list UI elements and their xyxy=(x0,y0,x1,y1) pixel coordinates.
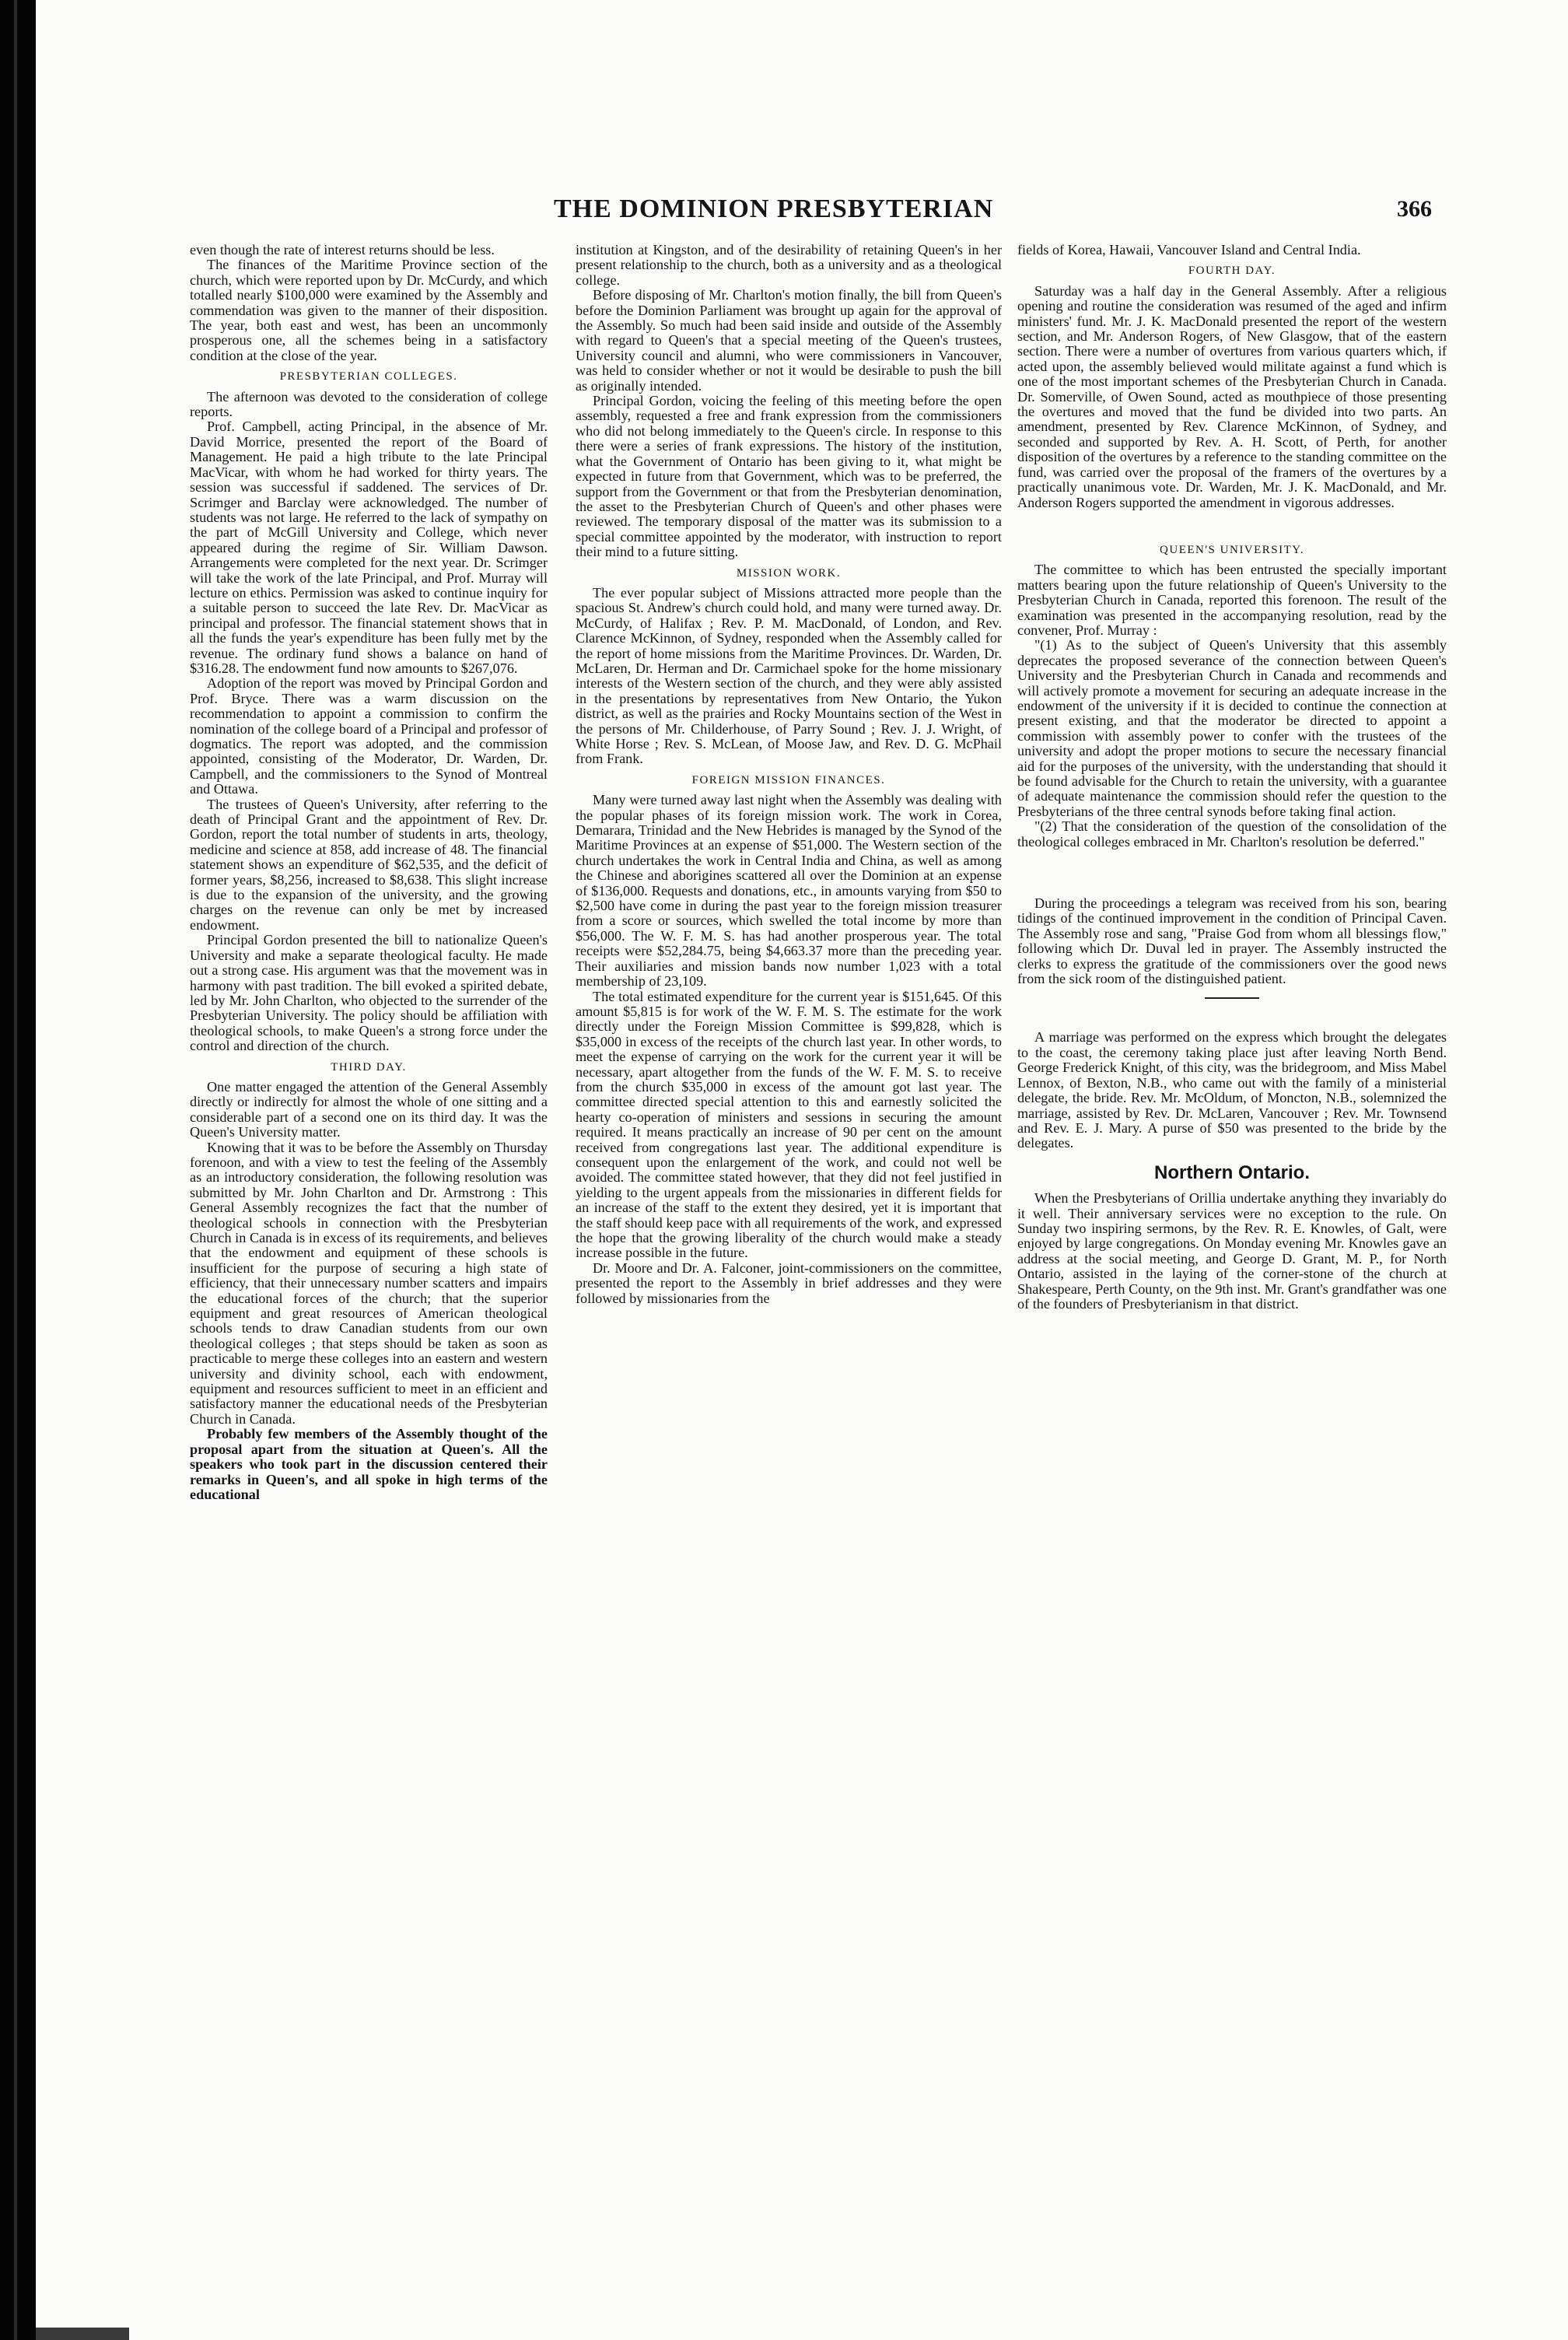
paragraph: Saturday was a half day in the General Assembly. After a religious opening and routine the consideration was resumed of the aged and infirm ministers' fund. Mr. J. K. MacDonald presented the report of the western section, and Mr. Anderson Rogers, of New Glasgow, that of the eastern section. There were a number of overtures from various quarters which, if acted upon, the assembly believed would militate against a fund which is one of the most important schemes of the Presbyterian Church in Canada. Dr. Somerville, of Owen Sound, acted as mouthpiece of those presenting the overtures and moved that the fund be divided into two parts. An amendment, presented by Rev. Clarence McKinnon, of Sydney, and seconded and supported by Rev. A. H. Scott, of Perth, for another disposition of the overtures by a reference to the standing committee on the fund, was carried over the proposal of the framers of the overtures by a practically unanimous vote. Dr. Warden, Mr. J. K. MacDonald, and Mr. Anderson Rogers supported the amendment in vigorous addresses. xyxy=(1017,282,1447,510)
paragraph: Dr. Moore and Dr. A. Falconer, joint-commissioners on the committee, presented the report to the Assembly in brief addresses and they were followed by missionaries from the xyxy=(576,1259,1002,1306)
paragraph: Many were turned away last night when the Assembly was dealing with the popular phases of its foreign mission work. The work in Corea, Demarara, Trinidad and the New Hebrides is managed by the Synod of the Maritime Provinces at an expense of $51,000. The Western section of the church undertakes the work in Central India and China, as well as among the Chinese and aborigines scattered all over the Dominion at an expense of $136,000. Requests and donations, etc., in amounts varying from $50 to $2,500 have come in during the past year to the foreign mission treasurer from a score or sources, which swelled the total income by more than $56,000. The W. F. M. S. has had another prosperous year. The total receipts were $52,284.75, being $4,663.37 more than the preceding year. Their auxiliaries and mission bands now number 1,023 with a total membership of 23,109. xyxy=(576,792,1002,990)
paragraph: The committee to which has been entrusted the specially important matters bearing upon the future relationship of Queen's University to the Presbyterian Church in Canada, reported this forenoon. The result of the examination was presented in the accompanying resolution, read by the convener, Prof. Murray : xyxy=(1017,562,1447,638)
section-heading: FOURTH DAY. xyxy=(1188,264,1276,278)
scan-corner-mark xyxy=(36,2328,129,2340)
paragraph: Principal Gordon presented the bill to nationalize Queen's University and make a separate theological faculty. He made out a strong case. His argument was that the movement was in harmony with past tradition. The bill evoked a spirited debate, led by Mr. John Charlton, who objected to the surrender of the Presbyterian University. The policy should be affiliation with theological schools, to make Queen's a strong force under the control and direction of the church. xyxy=(190,932,548,1054)
paragraph: even though the rate of interest returns should be less. xyxy=(190,243,495,257)
page-title: THE DOMINION PRESBYTERIAN xyxy=(554,194,994,223)
paragraph: One matter engaged the attention of the General Assembly directly or indirectly for almost the whole of one sitting and a considerable part of a second one on its third day. It was the Queen's University matter. xyxy=(190,1078,548,1140)
paragraph: The afternoon was devoted to the consideration of college reports. xyxy=(190,388,548,420)
paragraph: The total estimated expenditure for the current year is $151,645. Of this amount $5,815 is for work of the W. F. M. S. The estimate for the work directly under the Foreign Mission Committee is $99,828, which is $35,000 in excess of the receipts of the church last year. In other words, to meet the expense of carrying on the work for the current year it will be necessary, apart altogether from the funds of the W. F. M. S. to receive from the church $35,000 in excess of the amount got last year. The committee directed special attention to this and earnestly solicited the hearty co-operation of ministers and sessions in securing the amount required. It means practically an increase of 90 per cent on the amount received from congregations last year. The additional expenditure is consequent upon the enlargement of the work, and could not well be avoided. The committee stated however, that they did not feel justified in yielding to the urgent appeals from the missionaries in different fields for an increase of the staff to the extent they desired, yet it is important that the staff should keep pace with all requirements of the work, and expressed the hope that the growing liberality of the church would make a steady increase possible in the future. xyxy=(576,988,1002,1261)
paragraph: The trustees of Queen's University, after referring to the death of Principal Grant and the appointment of Rev. Dr. Gordon, report the total number of students in arts, theology, medicine and science at 858, add increase of 48. The financial statement shows an expenditure of $62,535, and the deficit of former years, $8,256, increased to $8,638. This slight increase is due to the expansion of the university, and the growing charges on the revenue can only be met by increased endowment. xyxy=(190,796,548,933)
column-right xyxy=(1017,243,1447,2234)
section-heading: QUEEN'S UNIVERSITY. xyxy=(1160,543,1304,556)
paragraph: The ever popular subject of Missions attracted more people than the spacious St. Andrew's church could hold, and many were turned away. Dr. McCurdy, of Halifax ; Rev. P. M. MacDonald, of London, and Rev. Clarence McKinnon, of Sydney, responded when the Assembly called for the report of home missions from the Maritime Provinces. Dr. Warden, Dr. McLaren, Dr. Herman and Dr. Carmichael spoke for the home missionary interests of the Western section of the church, and they were ably assisted in the presentations by representatives from New Ontario, the Yukon district, as well as the prairies and Rocky Mountains section of the West in the persons of Mr. Childerhouse, of Parry Sound ; Rev. J. J. Wright, of White Horse ; Rev. S. McLean, of Moose Jaw, and Rev. D. G. McPhail from Frank. xyxy=(576,584,1002,767)
section-heading: THIRD DAY. xyxy=(331,1060,407,1074)
paragraph: Probably few members of the Assembly thought of the proposal apart from the situation at Queen's. All the speakers who took part in the discussion centered their remarks in Queen's, and all spoke in high terms of the educational xyxy=(190,1426,548,1502)
paragraph: Before disposing of Mr. Charlton's motion finally, the bill from Queen's before the Dominion Parliament was brought up again for the approval of the Assembly. So much had been said inside and outside of the Assembly with regard to Queen's that a special meeting of the Queen's trustees, University council and alumni, who were commissioners in Vancouver, was held to consider whether or not it would be desirable to push the bill as originally intended. xyxy=(576,287,1002,394)
section-heading: MISSION WORK. xyxy=(736,566,842,580)
paragraph: "(1) As to the subject of Queen's University that this assembly deprecates the proposed severance of the connection between Queen's University and the Presbyterian Church in Canada and recommends and will actively promote a movement for securing an adequate increase in the endowment of the university if it is decided to continue the connection at present existing, and that the moderator be directed to appoint a commission with assembly power to confer with the trustees of the university and adopt the proper motions to secure the necessary financial aid for the purposes of the university, with the understanding that should it be found advisable for the Church to retain the university, with a guarantee of adequate maintenance the commission should refer the question to the Presbyterians of the three central synods before taking final action. xyxy=(1017,637,1447,819)
paragraph: "(2) That the consideration of the question of the consolidation of the theological colleges embraced in Mr. Charlton's resolution be deferred." xyxy=(1017,818,1447,849)
scan-binding-edge xyxy=(0,0,36,2340)
paragraph: A marriage was performed on the express which brought the delegates to the coast, the ceremony taking place just after leaving North Bend. George Frederick Knight, of this city, was the bridegroom, and Miss Mabel Lennox, of Bexton, N.B., who came out with the family of a ministerial delegate, the bride. Rev. Mr. McOldum, of Moncton, N.B., solemnized the marriage, assisted by Rev. Dr. McLaren, Vancouver ; Rev. Mr. Townsend and Rev. E. J. Mary. A purse of $50 was presented to the bride by the delegates. xyxy=(1017,1029,1447,1151)
paragraph: Knowing that it was to be before the Assembly on Thursday forenoon, and with a view to test the feeling of the Assembly as an introductory consideration, the following resolution was submitted by Mr. John Charlton and Dr. Armstrong : This General Assembly recognizes the fact that the number of theological schools in connection with the Presbyterian Church in Canada is in excess of its requirements, and believes that the endowment and equipment of these schools is insufficient for the purpose of securing a high state of efficiency, that their unnecessary number scatters and impairs the educational forces of the church; that the superior equipment and great resources of American theological schools tends to draw Canadian students from our own theological colleges ; that steps should be taken as soon as practicable to merge these colleges into an eastern and western university and divinity school, each with endowment, equipment and resources sufficient to meet in an efficient and satisfactory manner the educational needs of the Presbyterian Church in Canada. xyxy=(190,1139,548,1427)
paragraph: institution at Kingston, and of the desirability of retaining Queen's in her present relationship to the church, both as a university and as a theological college. xyxy=(576,243,1002,288)
subsection-title: Northern Ontario. xyxy=(1153,1161,1310,1183)
divider xyxy=(1205,997,1259,999)
page-number: 366 xyxy=(1397,196,1432,222)
paragraph: Principal Gordon, voicing the feeling of this meeting before the open assembly, requested a free and frank expression from the commissioners who did not belong immediately to the Queen's circle. In response to this there were a series of frank expressions. The history of the institution, what the Government of Ontario has been giving to it, what might be expected in future from that Government, which was to be preferred, the support from the Government or that from the Presbyterian denomination, the asset to the Presbyterian Church of Queen's and other phases were reviewed. The temporary disposal of the matter was its submission to a special committee appointed by the moderator, with instruction to report their mind to a future sitting. xyxy=(576,393,1002,560)
paragraph: During the proceedings a telegram was received from his son, bearing tidings of the continued improvement in the condition of Principal Caven. The Assembly rose and sang, "Praise God from whom all blessings flow," following which Dr. Duval led in prayer. The Assembly instructed the clerks to express the gratitude of the commissioners over the good news from the sick room of the distinguished patient. xyxy=(1017,895,1447,987)
paragraph: Adoption of the report was moved by Principal Gordon and Prof. Bryce. There was a warm discussion on the recommendation to appoint a commission to confirm the nomination of the college board of a Principal and professor of dogmatics. The report was adopted, and the commission appointed, consisting of the Moderator, Dr. Warden, Dr. Campbell, and the commissioners to the Synod of Montreal and Ottawa. xyxy=(190,675,548,797)
section-heading: FOREIGN MISSION FINANCES. xyxy=(691,773,886,786)
paragraph: When the Presbyterians of Orillia undertake anything they invariably do it well. Their anniversary services were no exception to the rule. On Sunday two inspiring sermons, by the Rev. R. E. Knowles, of Galt, were enjoyed by large congregations. On Monday evening Mr. Knowles gave an address at the social meeting, and George D. Grant, M. P., for North Ontario, assisted in the laying of the corner-stone of the church at Shakespeare, Perth County, on the 9th inst. Mr. Grant's grandfather was one of the founders of Presbyterianism in that district. xyxy=(1017,1190,1447,1312)
column-middle xyxy=(576,243,1002,2234)
section-heading: PRESBYTERIAN COLLEGES. xyxy=(279,370,458,384)
paragraph: The finances of the Maritime Province section of the church, which were reported upon by Dr. McCurdy, and which totalled nearly $100,000 were examined by the Assembly and commendation was given to the manner of their disposition. The year, both east and west, has been an uncommonly prosperous one, all the schemes being in a satisfactory condition at the close of the year. xyxy=(190,257,548,363)
column-left xyxy=(190,243,548,2234)
spacer xyxy=(1017,849,1447,896)
spacer xyxy=(1017,510,1447,537)
paragraph: fields of Korea, Hawaii, Vancouver Island and Central India. xyxy=(1017,243,1361,257)
paragraph: Prof. Campbell, acting Principal, in the absence of Mr. David Morrice, presented the report of the Board of Management. He paid a high tribute to the late Principal MacVicar, with whom he had worked for thirty years. The session was successful if saddened. The services of Dr. Scrimger and Barclay were acknowledged. The number of students was not large. He referred to the lack of sympathy on the part of McGill University and College, which never appeared during the regime of Sir. William Dawson. Arrangements were completed for the next year. Dr. Scrimger will take the work of the late Principal, and Prof. Murray will lecture on ethics. Permission was asked to continue inquiry for a suitable person to succeed the late Rev. Dr. MacVicar as principal and professor. The financial statement shows that in all the funds the year's expenditure has been fully met by the revenue. The ordinary fund shows a balance on hand of $316.28. The endowment fund now amounts to $267,076. xyxy=(190,419,548,676)
